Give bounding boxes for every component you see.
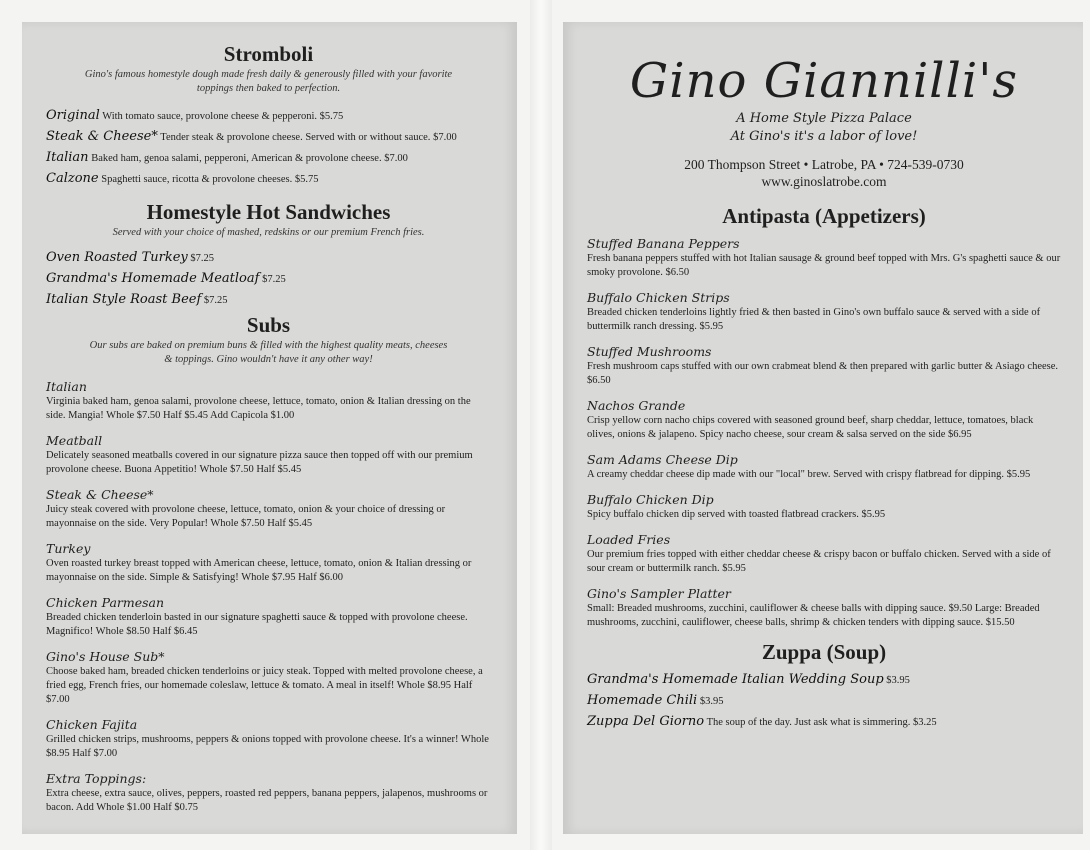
- appetizer-item: [587, 532, 1061, 576]
- menu-item: [46, 248, 491, 269]
- item-name: Italian Style Roast Beef: [46, 292, 202, 307]
- soup-item: [587, 712, 1061, 733]
- item-price: $3.95: [699, 696, 724, 707]
- zuppa-title: Zuppa (Soup): [761, 640, 887, 664]
- item-name: Gino's House Sub*: [46, 649, 165, 664]
- antipasta-title: Antipasta (Appetizers): [722, 204, 926, 228]
- item-name: Stuffed Banana Peppers: [587, 236, 740, 251]
- right-menu-page: [563, 22, 1083, 834]
- page-fold: [530, 0, 552, 850]
- item-name: Grandma's Homemade Italian Wedding Soup: [587, 672, 884, 687]
- item-desc: A creamy cheddar cheese dip made with our "local" brew. Served with crispy flatbread for dipping. $5.95: [587, 469, 1031, 480]
- item-price: $3.95: [886, 675, 910, 686]
- appetizer-item: [587, 344, 1061, 388]
- item-name: Grandma's Homemade Meatloaf: [46, 271, 260, 286]
- antipasta-section: [587, 204, 1061, 630]
- item-desc: Breaded chicken tenderloins lightly fried & then basted in Gino's own buffalo sauce & served with a side of buttermilk ranch dressing. $5.95: [587, 307, 1041, 332]
- item-desc: Breaded chicken tenderloin basted in our signature spaghetti sauce & topped with provolone cheese. Magnifico! Whole $8.50 Half $6.45: [46, 612, 468, 637]
- item-desc: Fresh banana peppers stuffed with hot Italian sausage & ground beef topped with Mrs. G's spaghetti sauce & our smoky provolone. $6.50: [587, 253, 1061, 278]
- tagline-2: At Gino's it's a labor of love!: [730, 129, 918, 144]
- soup-item: [587, 670, 1061, 691]
- item-desc: Oven roasted turkey breast topped with American cheese, lettuce, tomato, onion & Italian dressing or mayonnaise on the side. Simple & Satisfying! Whole $7.95 Half $6.00: [46, 558, 472, 583]
- appetizer-item: [587, 398, 1061, 442]
- appetizer-item: [587, 452, 1061, 482]
- item-desc: Extra cheese, extra sauce, olives, peppers, roasted red peppers, banana peppers, jalapenos, mushrooms or bacon. Add Whole $1.00 Half $0.75: [46, 788, 488, 813]
- item-name: Italian: [46, 150, 89, 165]
- sub-item: [46, 595, 491, 639]
- appetizer-item: [587, 586, 1061, 630]
- item-price: $3.25: [912, 717, 937, 728]
- menu-item: [46, 169, 491, 190]
- item-desc: Grilled chicken strips, mushrooms, peppers & onions topped with provolone cheese. It's a winner! Whole $8.95 Half $7.00: [46, 734, 489, 759]
- item-price: $7.25: [190, 253, 215, 264]
- stromboli-section: [46, 42, 491, 190]
- item-name: Loaded Fries: [587, 532, 671, 547]
- left-menu-page: [22, 22, 517, 834]
- item-price: $7.00: [433, 132, 457, 143]
- restaurant-header: [587, 54, 1061, 190]
- menu-item: [46, 106, 491, 127]
- appetizer-item: [587, 492, 1061, 522]
- sub-item: [46, 649, 491, 707]
- item-price: $5.75: [294, 174, 319, 185]
- item-desc: With tomato sauce, provolone cheese & pepperoni.: [102, 111, 317, 122]
- item-name: Oven Roasted Turkey: [46, 250, 188, 265]
- item-name: Buffalo Chicken Strips: [587, 290, 730, 305]
- address: 200 Thompson Street • Latrobe, PA • 724-539-0730: [684, 157, 964, 172]
- item-desc: The soup of the day. Just ask what is simmering.: [706, 717, 911, 728]
- item-name: Buffalo Chicken Dip: [587, 492, 714, 507]
- item-desc: Delicately seasoned meatballs covered in our signature pizza sauce then topped off with our premium provolone cheese. Buona Appetitio! Whole $7.50 Half $5.45: [46, 450, 473, 475]
- menu-item: [46, 269, 491, 290]
- item-name: Turkey: [46, 541, 91, 556]
- item-desc: Crisp yellow corn nacho chips covered with seasoned ground beef, sharp cheddar, lettuce, tomatoes, black olives, onions & jalapeno. Spicy nacho cheese, sour cream & salsa served on the side $6.95: [587, 415, 1034, 440]
- item-name: Homemade Chili: [587, 693, 698, 708]
- restaurant-logo: Gino Giannilli's: [629, 53, 1019, 109]
- tagline: A Home Style Pizza Palace: [736, 111, 912, 126]
- item-name: Italian: [46, 379, 87, 394]
- item-desc: Virginia baked ham, genoa salami, provolone cheese, lettuce, tomato, onion & Italian dressing on the side. Mangia! Whole $7.50 Half $5.45 Add Capicola $1.00: [46, 396, 471, 421]
- item-price: $7.25: [262, 274, 286, 285]
- zuppa-section: [587, 640, 1061, 733]
- sub-item: [46, 487, 491, 531]
- menu-item: [46, 290, 491, 311]
- sub-item: [46, 379, 491, 423]
- website: www.ginoslatrobe.com: [761, 174, 887, 189]
- subs-title: Subs: [246, 313, 291, 337]
- item-name: Chicken Fajita: [46, 717, 138, 732]
- item-name: Nachos Grande: [587, 398, 686, 413]
- appetizer-item: [587, 236, 1061, 280]
- sandwiches-subtitle: Served with your choice of mashed, redskins or our premium French fries.: [112, 227, 425, 238]
- menu-item: [46, 127, 491, 148]
- item-name: Meatball: [46, 433, 103, 448]
- item-desc: Spicy buffalo chicken dip served with toasted flatbread crackers. $5.95: [587, 509, 886, 520]
- item-name: Stuffed Mushrooms: [587, 344, 712, 359]
- sandwiches-section: [46, 200, 491, 311]
- subs-section: [46, 313, 491, 815]
- item-price: $7.25: [203, 295, 228, 306]
- menu-item: [46, 148, 491, 169]
- item-price: $5.75: [319, 111, 344, 122]
- item-desc: Small: Breaded mushrooms, zucchini, cauliflower & cheese balls with dipping sauce. $9.50 Large: Breaded mushrooms, zucchini, cauliflower, cheese balls, shrimp & chicken tenders with dipping sauce. $15.50: [587, 603, 1040, 628]
- item-desc: Tender steak & provolone cheese. Served with or without sauce.: [160, 132, 431, 143]
- item-name: Steak & Cheese*: [46, 129, 158, 144]
- subs-subtitle: Our subs are baked on premium buns & filled with the highest quality meats, cheeses & toppings. Gino wouldn't have it any other way!: [89, 340, 448, 365]
- sub-item: [46, 541, 491, 585]
- item-desc: Fresh mushroom caps stuffed with our own crabmeat blend & then prepared with garlic butter & Asiago cheese. $6.50: [587, 361, 1059, 386]
- item-name: Zuppa Del Giorno: [587, 714, 705, 729]
- stromboli-subtitle: Gino's famous homestyle dough made fresh daily & generously filled with your favorite toppings then baked to perfection.: [84, 69, 453, 94]
- soup-item: [587, 691, 1061, 712]
- item-price: $7.00: [384, 153, 408, 164]
- appetizer-item: [587, 290, 1061, 334]
- item-name: Original: [46, 108, 100, 123]
- item-name: Chicken Parmesan: [46, 595, 165, 610]
- sub-item: [46, 717, 491, 761]
- sandwiches-title: Homestyle Hot Sandwiches: [146, 200, 391, 224]
- item-desc: Our premium fries topped with either cheddar cheese & crispy bacon or buffalo chicken. Served with a side of sour cream or buttermilk ranch. $5.95: [587, 549, 1051, 574]
- item-name: Calzone: [46, 171, 99, 186]
- item-desc: Juicy steak covered with provolone cheese, lettuce, tomato, onion & your choice of dressing or mayonnaise on the side. Very Popular! Whole $7.50 Half $5.45: [46, 504, 446, 529]
- stromboli-title: Stromboli: [223, 42, 314, 66]
- item-name: Gino's Sampler Platter: [587, 586, 731, 601]
- item-desc: Choose baked ham, breaded chicken tenderloins or juicy steak. Topped with melted provolone cheese, a fried egg, French fries, our homemade coleslaw, lettuce & tomato. A meal in itself! Whole $8.95 Half $7.00: [46, 666, 483, 705]
- item-desc: Spaghetti sauce, ricotta & provolone cheeses.: [101, 174, 293, 185]
- item-name: Steak & Cheese*: [46, 487, 154, 502]
- item-name: Sam Adams Cheese Dip: [587, 452, 738, 467]
- item-desc: Baked ham, genoa salami, pepperoni, American & provolone cheese.: [91, 153, 382, 164]
- item-name: Extra Toppings:: [46, 771, 147, 786]
- sub-item: [46, 771, 491, 815]
- sub-item: [46, 433, 491, 477]
